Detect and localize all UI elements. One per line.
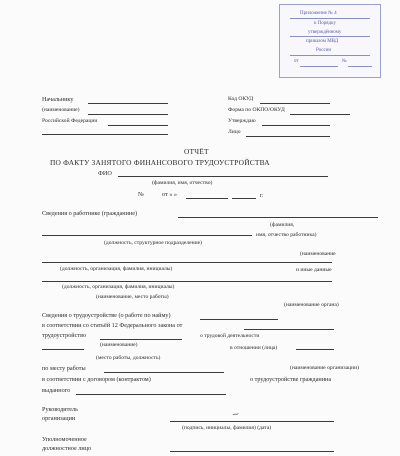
- body-line-3: (должность, структурное подразделение): [104, 240, 202, 246]
- body-line-8: в соответствии со статьёй 12 Федерального закона от: [42, 322, 183, 329]
- title-date-line: [186, 198, 228, 199]
- stamp-line-2: к Порядку: [314, 21, 336, 26]
- title-fio-label: ФИО: [98, 170, 112, 177]
- body-line-13: в соответствии с договором (контрактом): [42, 376, 151, 383]
- title-fio-caption: (фамилия, имя, отчество): [152, 180, 213, 186]
- stamp-line-6: от: [294, 59, 299, 64]
- stamp-rule: [290, 55, 370, 56]
- title-number-prefix: №: [138, 191, 144, 198]
- right-header-line-3: Утверждаю: [228, 118, 256, 124]
- header-field-line: [88, 103, 168, 104]
- title-fio-line: [118, 176, 328, 177]
- body-line-11: (место работы, должность): [96, 355, 161, 361]
- body-line-1: Сведения о работнике (гражданине): [42, 210, 138, 217]
- right-header-line-4: Лицо: [228, 129, 241, 135]
- title-year-suffix: г.: [260, 192, 264, 199]
- stamp-rule: [300, 66, 338, 67]
- body-field-line: [104, 372, 224, 373]
- body-field-line: [200, 319, 278, 320]
- doc-subtitle: ПО ФАКТУ ЗАНЯТОГО ФИНАНСОВОГО ТРУДОУСТРОЙСТВА: [50, 158, 270, 167]
- sig-2-line-1: Уполномоченное: [42, 436, 87, 443]
- header-field-line: [88, 114, 168, 115]
- body-line-4-right: и иные данные: [296, 267, 332, 273]
- body-field-line: [42, 262, 332, 263]
- body-line-7: Сведения о трудоустройстве (о работе по найму): [42, 312, 171, 319]
- body-line-12-right: (наименование организации): [290, 365, 359, 371]
- body-field-line: [42, 349, 84, 350]
- body-line-6-right: (наименование органа): [284, 302, 339, 308]
- body-field-line: [42, 235, 252, 236]
- body-line-4: (должность, организация, фамилия, инициалы): [60, 266, 173, 272]
- signature-line: [170, 421, 334, 422]
- body-line-12: по месту работы: [42, 365, 86, 372]
- stamp-line-1: Приложение № 4: [300, 11, 337, 16]
- header-field-line: [262, 125, 330, 126]
- left-header-line-2: (наименование): [42, 107, 80, 113]
- right-header-line-1: Код ОКУД: [228, 96, 254, 102]
- body-line-6: (наименование, место работы): [96, 294, 169, 300]
- body-field-line: [244, 329, 334, 330]
- stamp-line-4: приказом МВД: [306, 39, 339, 44]
- stamp-rule: [348, 66, 372, 67]
- body-line-9: трудоустройство: [42, 332, 87, 339]
- sig-1-line-2: организации: [42, 415, 76, 422]
- stamp-line-3: утверждённому: [308, 30, 342, 35]
- header-field-line: [42, 134, 168, 135]
- stamp-line-7: №: [342, 59, 347, 64]
- left-header-line-3: Российской Федерации: [42, 118, 98, 124]
- body-line-9-right: о трудовой деятельности: [200, 333, 260, 339]
- body-line-5: (должность, организация, фамилия, инициалы): [62, 284, 175, 290]
- sig-1-line-1: Руководитель: [42, 406, 78, 413]
- header-field-line: [260, 103, 330, 104]
- body-field-line: [42, 281, 332, 282]
- header-field-line: [246, 136, 330, 137]
- stamp-line-5: России: [316, 48, 332, 53]
- body-line-2-right: имя, отчество работника): [256, 232, 317, 238]
- doc-title: ОТЧЁТ: [184, 147, 209, 156]
- title-year-line: [232, 198, 256, 199]
- body-field-line: [178, 217, 378, 218]
- header-field-line: [290, 114, 350, 115]
- left-header-line-1: Начальнику: [42, 96, 74, 103]
- body-line-10-right: в отношении (лица): [230, 345, 278, 351]
- body-line-10: (наименование): [100, 342, 138, 348]
- body-field-line: [296, 349, 334, 350]
- body-line-13-right: о трудоустройстве гражданина: [250, 376, 332, 383]
- stamp-rule: [290, 36, 370, 37]
- body-line-1-right: (фамилия,: [270, 222, 295, 228]
- body-line-14: выданного: [42, 387, 71, 394]
- body-field-line: [76, 394, 226, 395]
- signature-line: [170, 451, 334, 452]
- sig-caption: (подпись, инициалы, фамилия) (дата): [182, 425, 272, 431]
- sig-2-line-2: должностное лицо: [42, 445, 92, 452]
- right-header-line-2: Форма по ОКПО/ОКУД: [228, 107, 285, 113]
- stamp-rule: [290, 18, 370, 19]
- header-field-line: [108, 125, 168, 126]
- signature-scribble-icon: ~: [231, 409, 241, 421]
- approval-stamp: [279, 4, 381, 78]
- body-line-3-right: (наименование: [300, 251, 336, 257]
- body-field-line: [100, 339, 182, 340]
- title-date-label: от « »: [162, 191, 177, 198]
